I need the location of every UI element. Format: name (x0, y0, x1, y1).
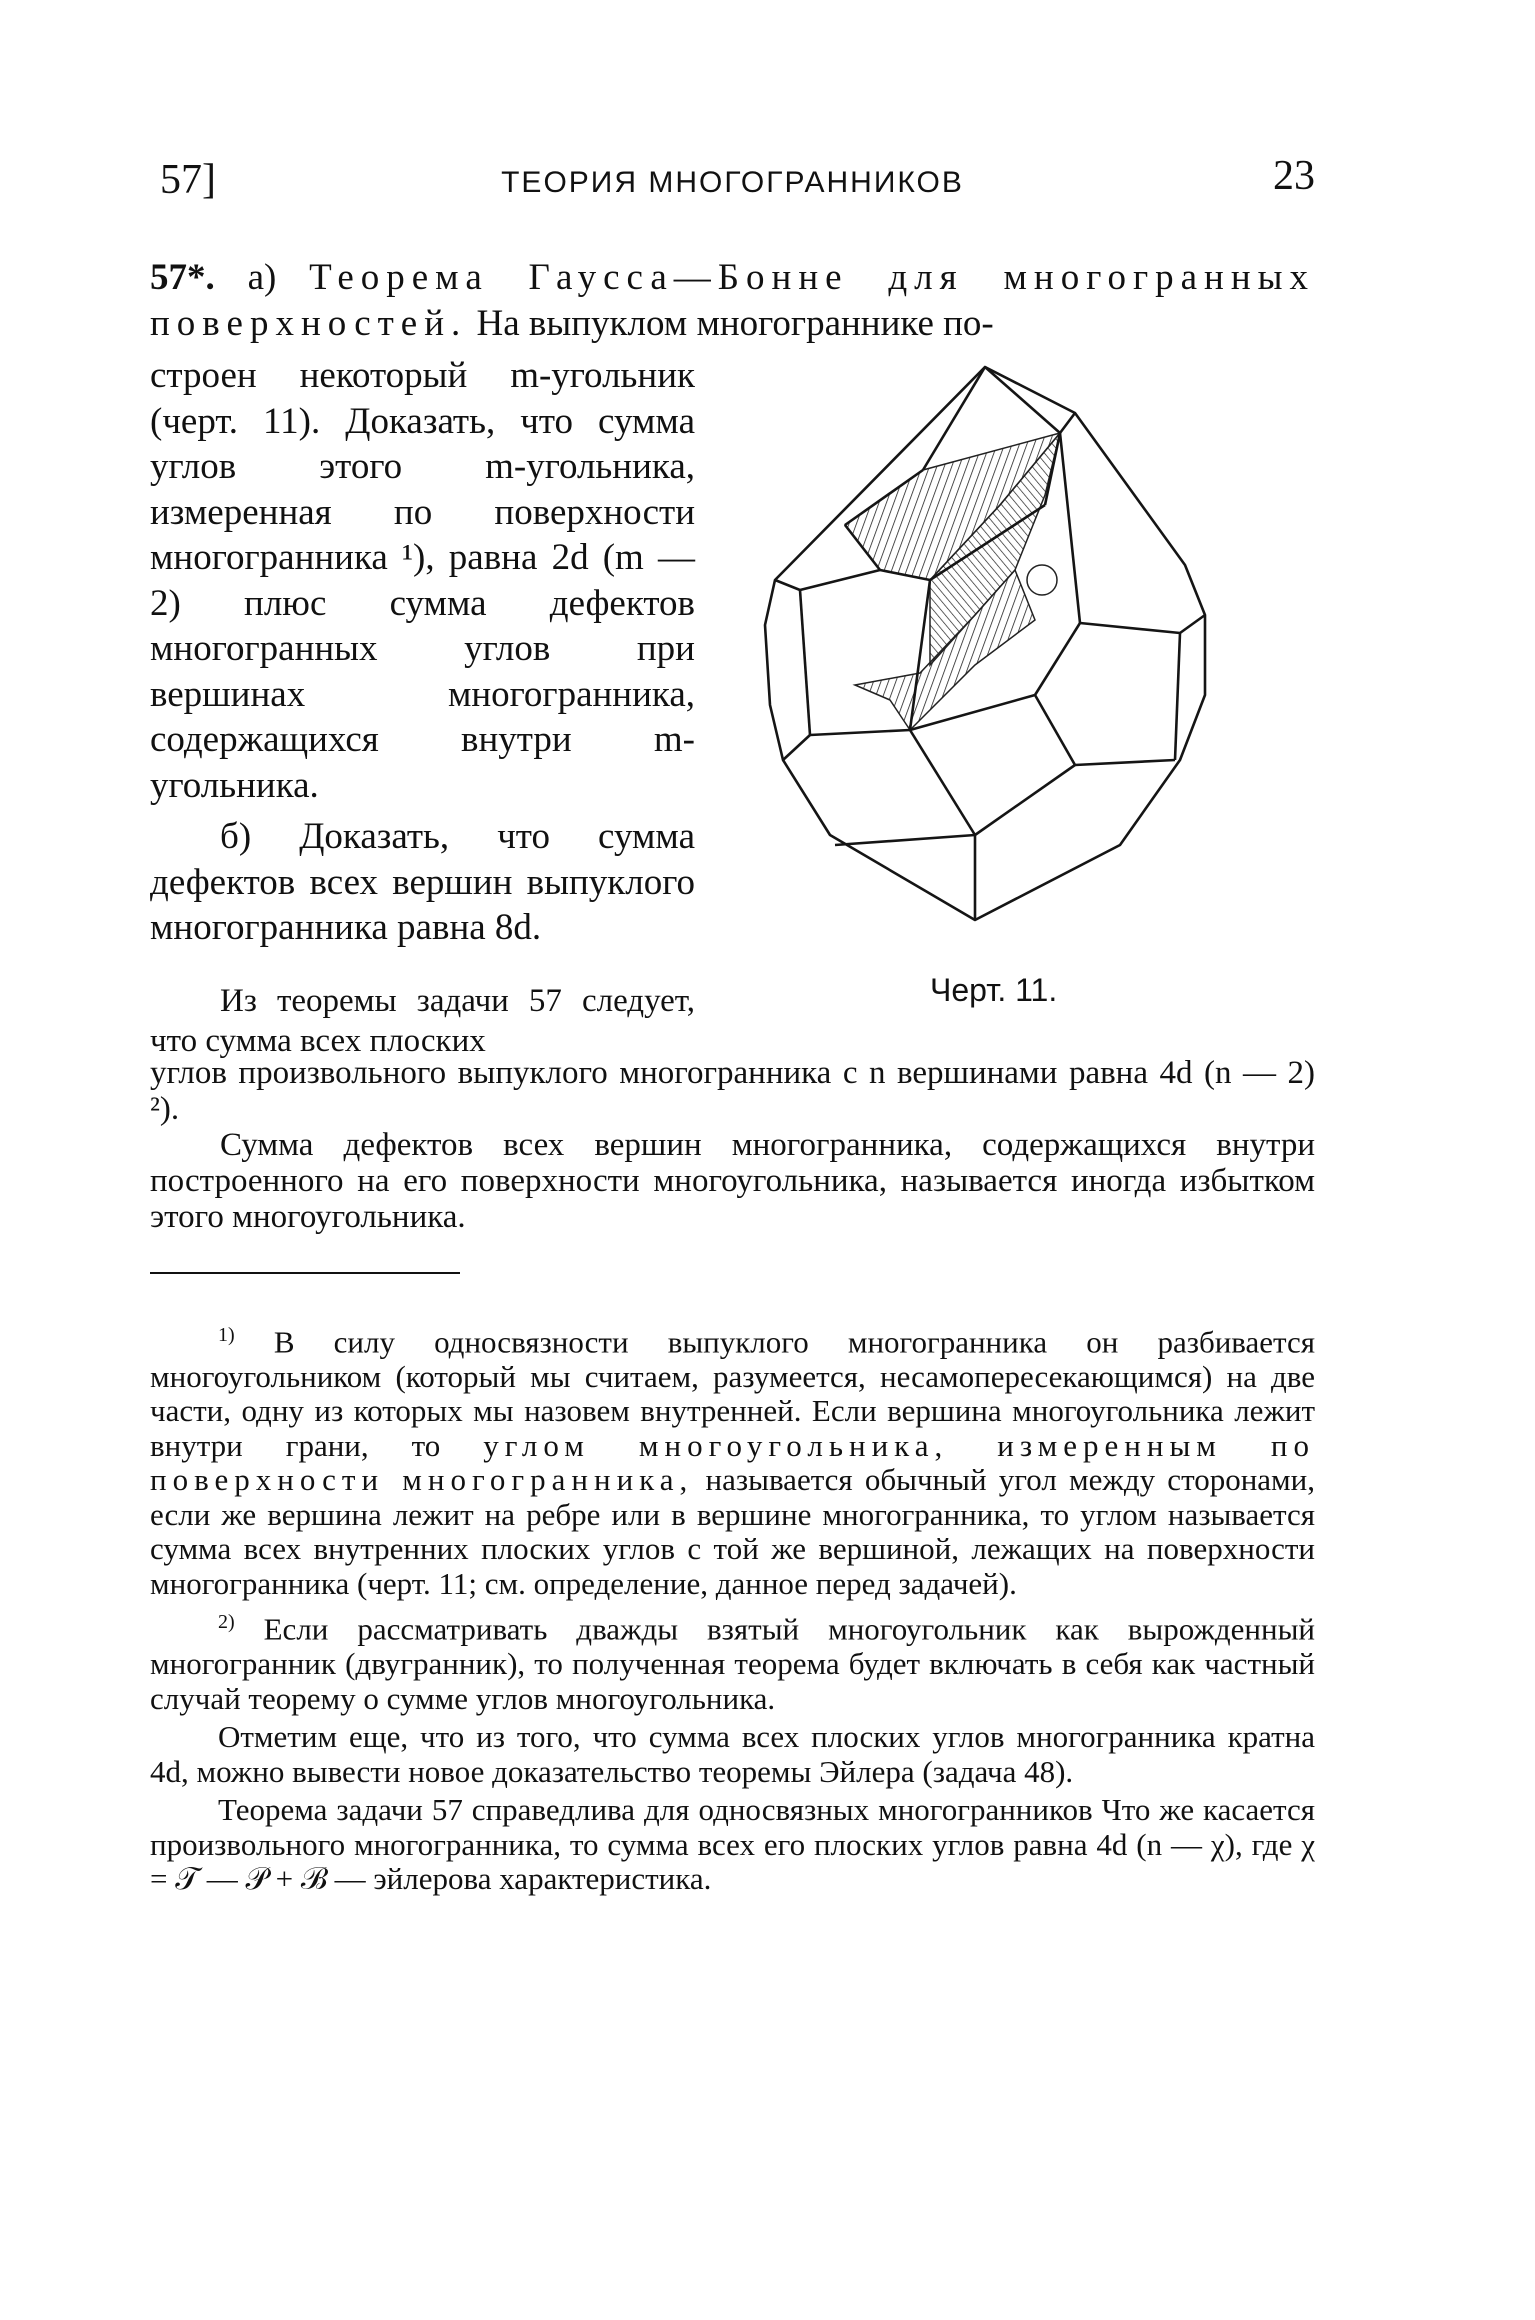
footnote-note-3: Отметим еще, что из того, что сумма всех плоских углов многогранника кратна 4d, можно вывести новое доказательство теоремы Эйлера (задача 48). (150, 1719, 1315, 1789)
footnote-1-part-b: называется обычный угол между сторонами, если же вершина лежит на ребре или в вершине многогранника, то углом называется сумма всех внутренних плоских углов с той же вершиной, лежащих на поверхности многогранника (черт. 11; см. определение, данное перед задачей). (150, 1462, 1316, 1601)
theorem-title: Теорема Гаусса—Бонне для многогранных поверхностей. (150, 257, 1316, 344)
problem-intro: На выпуклом многограннике по- (476, 303, 994, 344)
running-header (150, 150, 1315, 210)
footnote-2-mark: 2) (218, 1611, 235, 1634)
footnote-1-part-a: В силу односвязности выпуклого многогранника он разбивается многоугольником (который мы считаем, разумеется, несамопересекающимся) на две части, одну из которых мы назовем внутренней. Если вершина многоугольника лежит внутри грани, то (150, 1324, 1315, 1463)
part-a-text: строен некоторый m-угольник (черт. 11). Доказать, что сумма углов этого m-угольника, измеренная по поверхности многогранника ¹), равна 2d (m — 2) плюс сумма дефектов многогранных углов при вершинах многогранника, содержащихся внутри m-угольника. (150, 355, 695, 806)
footnote-2-text: Если рассматривать дважды взятый многоугольник как вырожденный многогранник (двугранник), то полученная теорема будет включать в себя как частный случай теорему о сумме углов многоугольника. (150, 1611, 1315, 1716)
main-text-continued (150, 1055, 1315, 1235)
part-a-label: а) (247, 257, 277, 298)
remark-start: Из теоремы задачи 57 следует, что сумма всех плоских (150, 982, 695, 1059)
page-number: 23 (1273, 153, 1315, 199)
problem-57-heading-line (150, 255, 1315, 347)
footnote-1-spaced: углом многоугольника, измеренным по поверхности многогранника, (150, 1427, 1316, 1498)
section-number: 57] (160, 157, 216, 203)
footnotes (150, 1318, 1315, 1897)
defect-definition: Сумма дефектов всех вершин многогранника, содержащихся внутри построенного на его поверхности многоугольника, называется иногда избытком этого многоугольника. (150, 1127, 1315, 1235)
figure-caption: Черт. 11. (930, 972, 1058, 1008)
running-title: ТЕОРИЯ МНОГОГРАННИКОВ (501, 166, 964, 199)
footnote-note-4: Теорема задачи 57 справедлива для односвязных многогранников Что же касается произвольного многогранника, то сумма всех его плоских углов равна 4d (n — χ), где χ = 𝒯 — 𝒫 + ℬ — эйлерова характеристика. (150, 1792, 1315, 1897)
angle-sum-continuation: углов произвольного выпуклого многогранника с n вершинами равна 4d (n — 2) ²). (150, 1055, 1315, 1127)
problem-number: 57*. (150, 257, 215, 298)
part-b-text: б) Доказать, что сумма дефектов всех вершин выпуклого многогранника равна 8d. (150, 816, 695, 948)
footnote-2 (150, 1605, 1315, 1716)
footnote-1-mark: 1) (218, 1324, 235, 1346)
footnote-1 (150, 1318, 1315, 1601)
left-column-text (150, 353, 695, 1061)
polyhedron-figure (735, 365, 1315, 945)
vertex-circle (1027, 565, 1057, 595)
footnote-rule (150, 1272, 460, 1274)
